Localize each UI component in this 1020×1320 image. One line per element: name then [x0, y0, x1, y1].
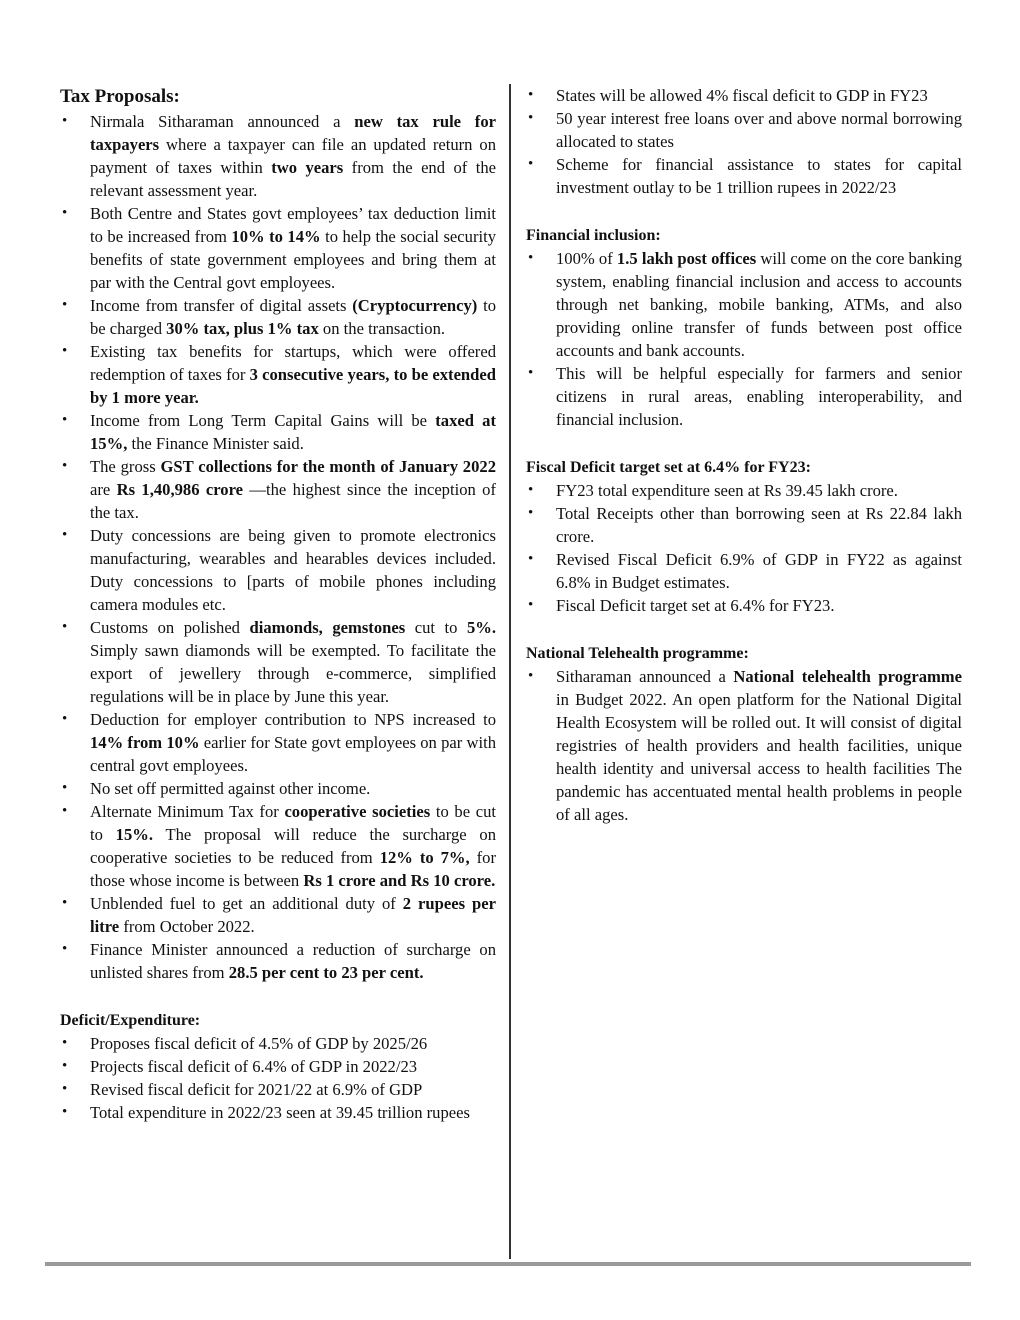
list-item	[60, 1032, 496, 1055]
text: The gross	[90, 457, 161, 476]
list-item	[60, 708, 496, 777]
text: where a taxpayer can file an updated return on payment of taxes within	[90, 135, 496, 177]
text: Scheme for financial assistance to states for capital investment outlay to be 1 trillion rupees in 2022/23	[556, 155, 962, 197]
text: No set off permitted against other income.	[90, 779, 371, 798]
bullet-list	[526, 665, 962, 826]
bold-text: 10% to 14%	[231, 227, 321, 246]
bold-text: Rs 1 crore and Rs 10 crore.	[303, 871, 496, 890]
text: for those whose income is between	[90, 848, 497, 890]
list-item	[60, 524, 496, 616]
bold-text: GST collections for the month of January 2022	[160, 457, 496, 476]
text: Sitharaman announced a	[556, 667, 734, 686]
list-item	[60, 294, 496, 340]
bold-text: 5%.	[466, 618, 496, 637]
text: Proposes fiscal deficit of 4.5% of GDP by 2025/26	[90, 1034, 428, 1053]
text: Fiscal Deficit target set at 6.4% for FY23.	[556, 596, 835, 615]
list-item	[60, 892, 496, 938]
bold-text: 12% to 7%,	[379, 848, 470, 867]
text: —the highest since the inception of the tax.	[90, 480, 496, 522]
text: Duty concessions are being given to promote electronics manufacturing, wearables and hearables devices included. Duty concessions to [parts of mobile phones including camera modules etc.	[90, 526, 496, 614]
text: Total expenditure in 2022/23 seen at 39.45 trillion rupees	[90, 1103, 470, 1122]
list-item	[526, 548, 962, 594]
text: Finance Minister announced a reduction of surcharge on unlisted shares from	[90, 940, 496, 982]
list-item	[526, 479, 962, 502]
text: earlier for State govt employees on par with central govt employees.	[90, 733, 496, 775]
text: Both Centre and States govt employees’ tax deduction limit to be increased from	[90, 204, 496, 246]
list-item	[526, 594, 962, 617]
text: from October 2022.	[119, 917, 255, 936]
text: to be charged	[90, 296, 496, 338]
bold-text: 30% tax, plus 1% tax	[166, 319, 319, 338]
text: to be cut to	[90, 802, 496, 844]
bold-text: 15%.	[115, 825, 154, 844]
list-item	[60, 938, 496, 984]
list-item	[60, 340, 496, 409]
list-item	[60, 455, 496, 524]
text: in Budget 2022. An open platform for the National Digital Health Ecosystem will be rolled out. It will consist of digital registries of health providers and health facilities, unique health identity and universal access to health facilities The pandemic has accentuated mental health problems in people of all ages.	[556, 690, 962, 824]
bold-text: taxed at 15%,	[90, 411, 496, 453]
list-item	[526, 362, 962, 431]
list-item	[60, 1078, 496, 1101]
section-deficit-expenditure	[60, 1009, 496, 1124]
page-bottom-rule	[45, 1262, 971, 1266]
text: the Finance Minister said.	[127, 434, 304, 453]
text: Income from Long Term Capital Gains will be	[90, 411, 436, 430]
list-item	[60, 1101, 496, 1124]
right-column	[526, 84, 962, 826]
bold-text: new tax rule for taxpayers	[90, 112, 496, 154]
section-financial-inclusion	[526, 224, 962, 431]
list-item	[60, 1055, 496, 1078]
bold-text: 1.5 lakh post offices	[616, 249, 757, 268]
section-tax-proposals	[60, 84, 496, 984]
section-heading: National Telehealth programme:	[526, 645, 749, 662]
list-item	[60, 202, 496, 294]
text: to help the social security benefits of state government employees and bring them at par with the Central govt employees.	[90, 227, 496, 292]
bold-text: 3 consecutive years, to be extended by 1 more year.	[90, 365, 496, 407]
text: States will be allowed 4% fiscal deficit to GDP in FY23	[556, 86, 928, 105]
list-item	[526, 107, 962, 153]
list-item	[526, 84, 962, 107]
text: Income from transfer of digital assets	[90, 296, 353, 315]
text: Existing tax benefits for startups, which were offered redemption of taxes for	[90, 342, 496, 384]
text: FY23 total expenditure seen at Rs 39.45 lakh crore.	[556, 481, 898, 500]
text: Alternate Minimum Tax for	[90, 802, 285, 821]
bullet-list	[526, 247, 962, 431]
text: from the end of the relevant assessment year.	[90, 158, 496, 200]
list-item	[526, 153, 962, 199]
bold-text: (Cryptocurrency)	[352, 296, 478, 315]
bold-text: diamonds, gemstones	[249, 618, 406, 637]
bold-text: National telehealth programme	[733, 667, 962, 686]
text: Customs on polished	[90, 618, 250, 637]
text: are	[90, 480, 117, 499]
text: 100% of	[556, 249, 617, 268]
bullet-list	[526, 479, 962, 617]
list-item	[60, 777, 496, 800]
bold-text: cooperative societies	[284, 802, 431, 821]
text: Deduction for employer contribution to NPS increased to	[90, 710, 496, 729]
bullet-list	[60, 1032, 496, 1124]
bold-text: 2 rupees per litre	[90, 894, 496, 936]
section-national-telehealth-programme	[526, 642, 962, 826]
section-heading: Deficit/Expenditure:	[60, 1012, 201, 1029]
text: Total Receipts other than borrowing seen at Rs 22.84 lakh crore.	[556, 504, 962, 546]
text: Simply sawn diamonds will be exempted. To facilitate the export of jewellery through e-commerce, simplified regulations will be in place by June this year.	[90, 641, 496, 706]
text: Revised Fiscal Deficit 6.9% of GDP in FY22 as against 6.8% in Budget estimates.	[556, 550, 962, 592]
list-item	[60, 110, 496, 202]
list-item	[526, 665, 962, 826]
bold-text: 14% from 10%	[90, 733, 200, 752]
bullet-list	[60, 110, 496, 984]
section-heading: Financial inclusion:	[526, 227, 661, 244]
bold-text: Rs 1,40,986 crore	[116, 480, 244, 499]
text: Revised fiscal deficit for 2021/22 at 6.9% of GDP	[90, 1080, 423, 1099]
list-item	[526, 502, 962, 548]
text: Projects fiscal deficit of 6.4% of GDP in 2022/23	[90, 1057, 418, 1076]
text: 50 year interest free loans over and above normal borrowing allocated to states	[556, 109, 962, 151]
bullet-list	[526, 84, 962, 199]
section-heading: Tax Proposals:	[60, 86, 180, 107]
bold-text: two years	[271, 158, 344, 177]
text: Nirmala Sitharaman announced a	[90, 112, 355, 131]
list-item	[526, 247, 962, 362]
section-right-continued	[526, 84, 962, 199]
list-item	[60, 800, 496, 892]
column-divider	[509, 84, 511, 1259]
section-heading: Fiscal Deficit target set at 6.4% for FY23:	[526, 459, 811, 476]
text: This will be helpful especially for farmers and senior citizens in rural areas, enabling interoperability, and financial inclusion.	[556, 364, 962, 429]
text: will come on the core banking system, enabling financial inclusion and access to accounts through net banking, mobile banking, ATMs, and also providing online transfer of funds between post office accounts and bank accounts.	[556, 249, 962, 360]
text: on the transaction.	[318, 319, 446, 338]
text: cut to	[405, 618, 467, 637]
text: Unblended fuel to get an additional duty of	[90, 894, 403, 913]
section-fiscal-deficit-target-set-at-6-4-for-fy23	[526, 456, 962, 617]
list-item	[60, 616, 496, 708]
bold-text: 28.5 per cent to 23 per cent.	[228, 963, 424, 982]
text: The proposal will reduce the surcharge on cooperative societies to be reduced from	[90, 825, 497, 867]
list-item	[60, 409, 496, 455]
left-column	[60, 84, 496, 1124]
